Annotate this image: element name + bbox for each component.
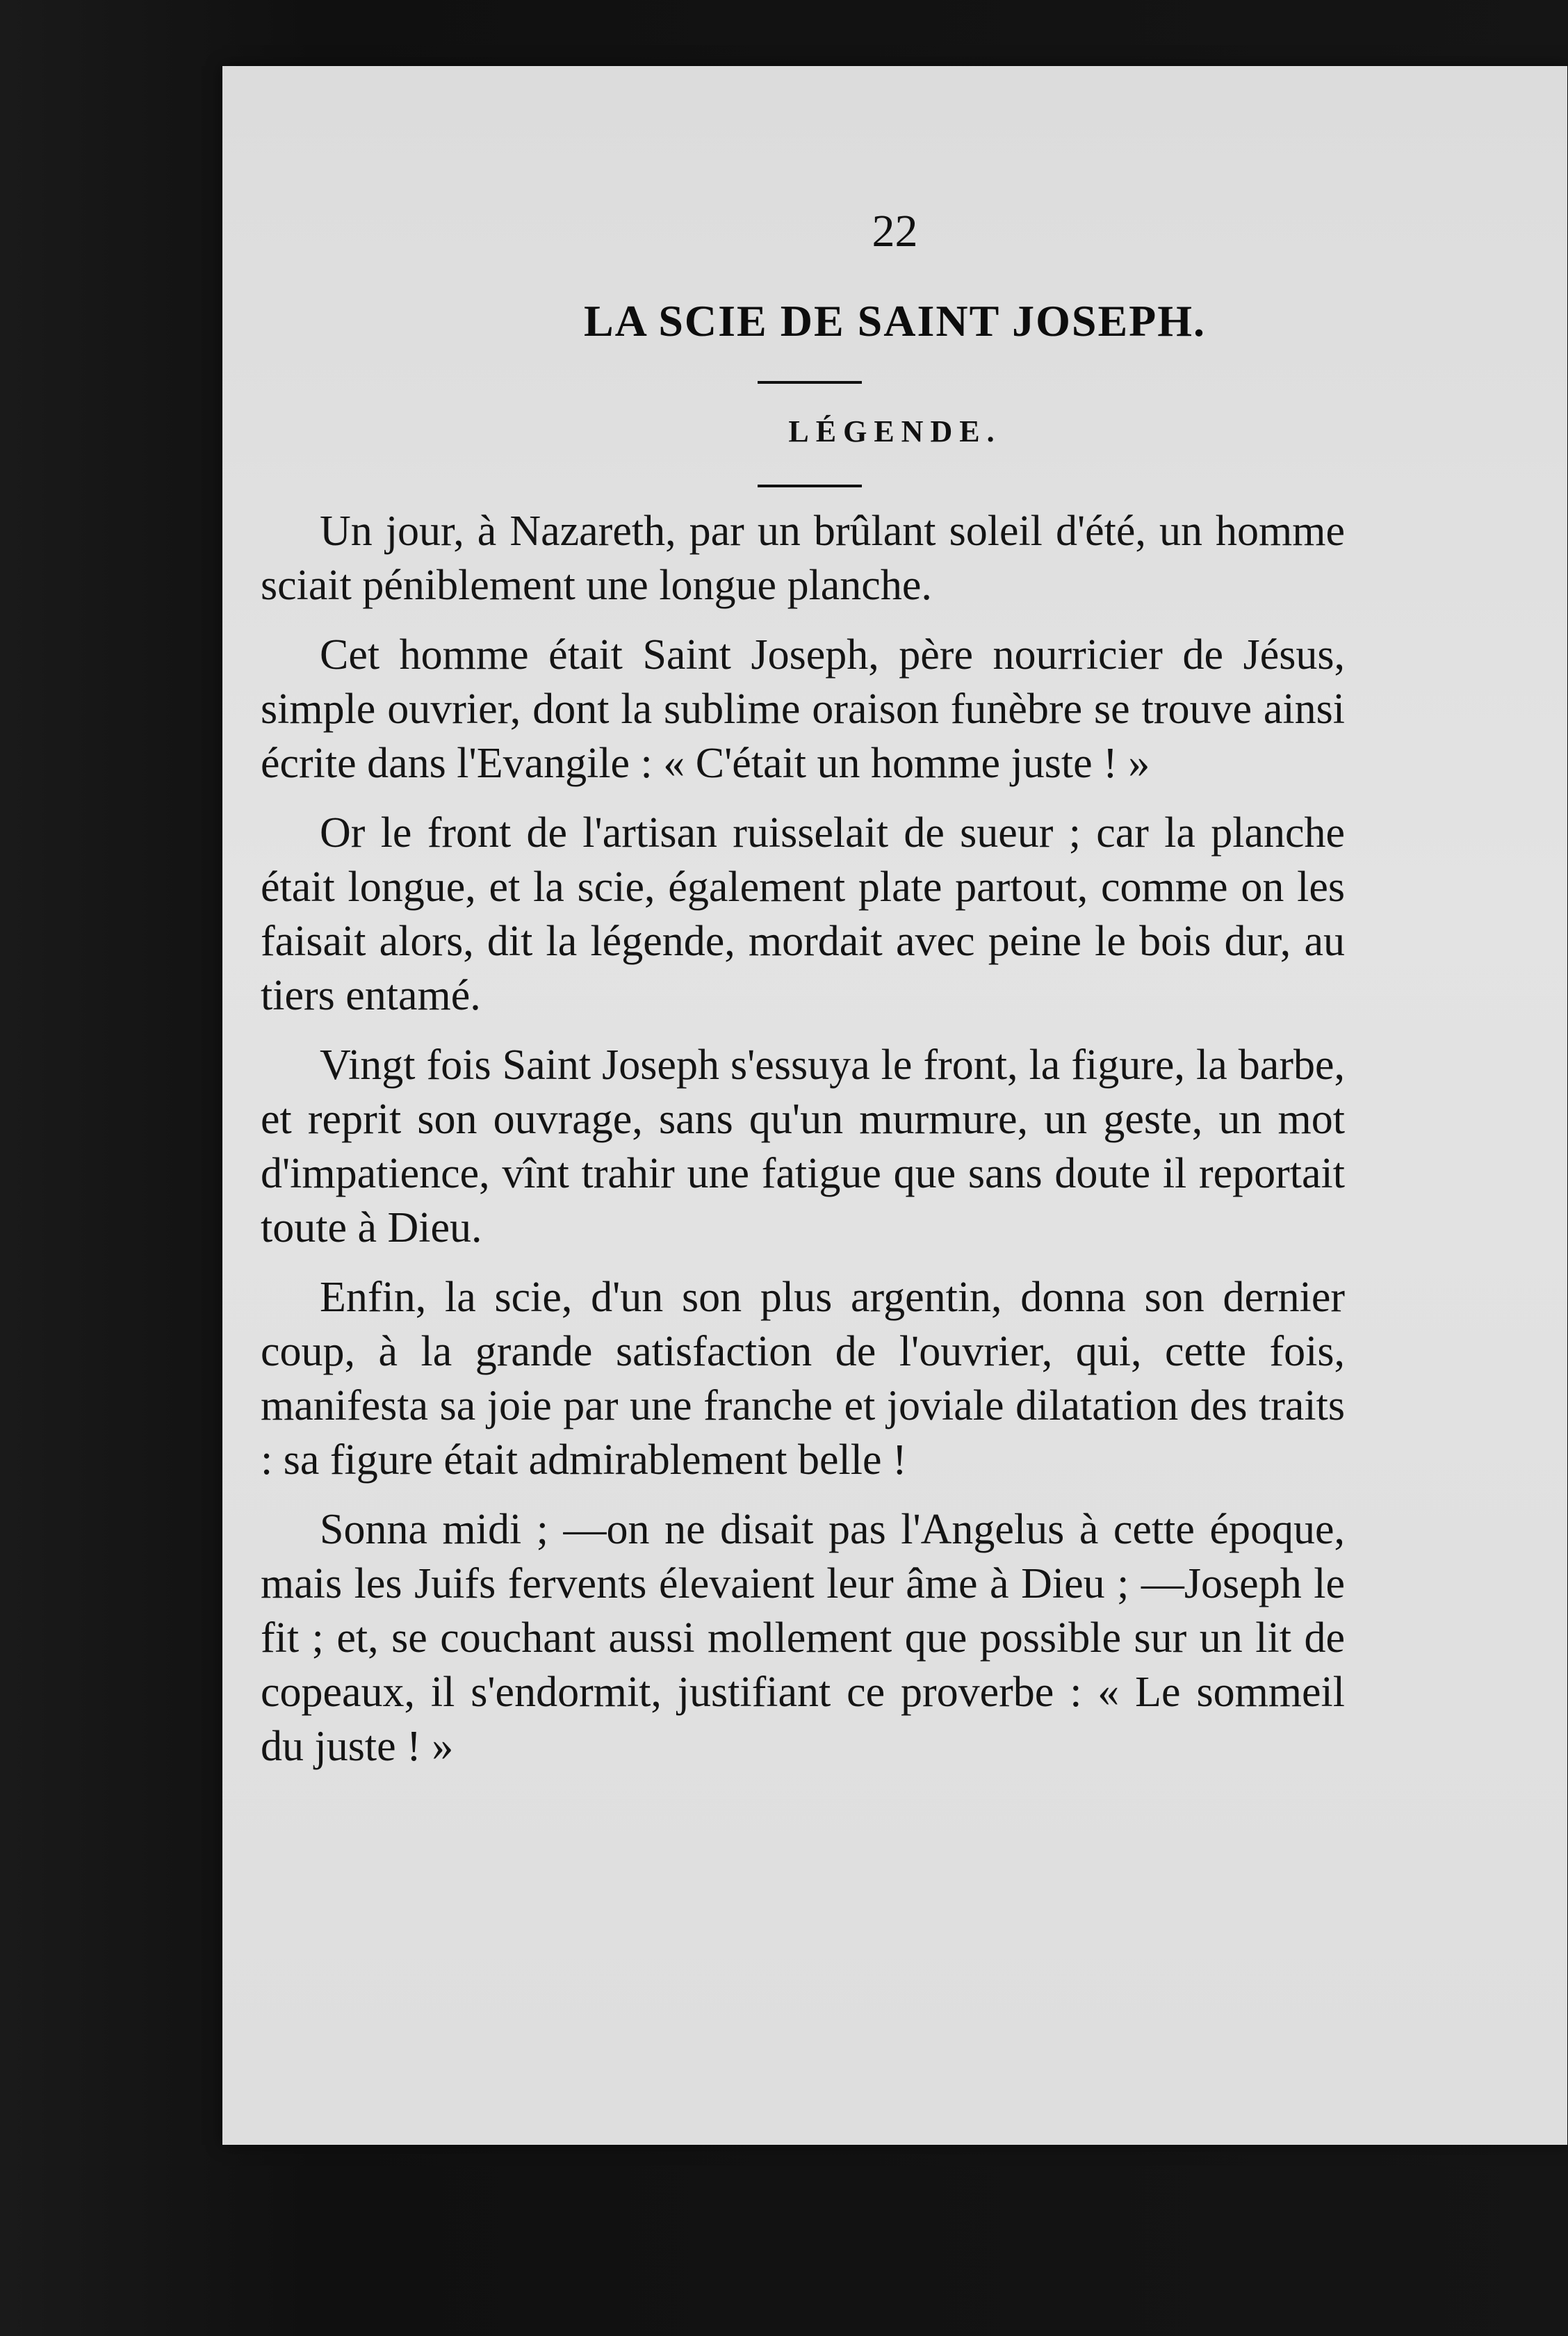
page-number: 22: [872, 206, 918, 257]
book-page: [222, 66, 1567, 2145]
page-subtitle: LÉGENDE.: [788, 414, 1002, 448]
paragraph: Cet homme était Saint Joseph, père nourricier de Jésus, simple ouvrier, dont la sublime oraison funèbre se trouve ainsi écrite dans l'Evangile : « C'était un homme juste ! »: [261, 631, 1345, 787]
body-text: [261, 504, 1345, 1789]
paragraph: Or le front de l'artisan ruisselait de sueur ; car la planche était longue, et la scie, également plate partout, comme on les faisait alors, dit la légende, mordait avec peine le bois dur, au tiers entamé.: [261, 809, 1345, 1019]
page-title: LA SCIE DE SAINT JOSEPH.: [583, 296, 1207, 346]
paragraph: Vingt fois Saint Joseph s'essuya le front, la figure, la barbe, et reprit son ouvrage, sans qu'un murmure, un geste, un mot d'impatience, vînt trahir une fatigue que sans doute il reportait toute à Dieu.: [261, 1041, 1345, 1251]
divider-rule: [758, 381, 862, 384]
divider-rule: [758, 485, 862, 487]
paragraph: Enfin, la scie, d'un son plus argentin, donna son dernier coup, à la grande satisfaction de l'ouvrier, qui, cette fois, manifesta sa joie par une franche et joviale dilatation des traits : sa figure était admirablement belle !: [261, 1274, 1345, 1484]
paragraph: Un jour, à Nazareth, par un brûlant soleil d'été, un homme sciait péniblement une longue planche.: [261, 508, 1345, 609]
paragraph: Sonna midi ; —on ne disait pas l'Angelus à cette époque, mais les Juifs fervents élevaient leur âme à Dieu ; —Joseph le fit ; et, se couchant aussi mollement que possible sur un lit de copeaux, il s'endormit, justifiant ce proverbe : « Le sommeil du juste ! »: [261, 1506, 1345, 1770]
